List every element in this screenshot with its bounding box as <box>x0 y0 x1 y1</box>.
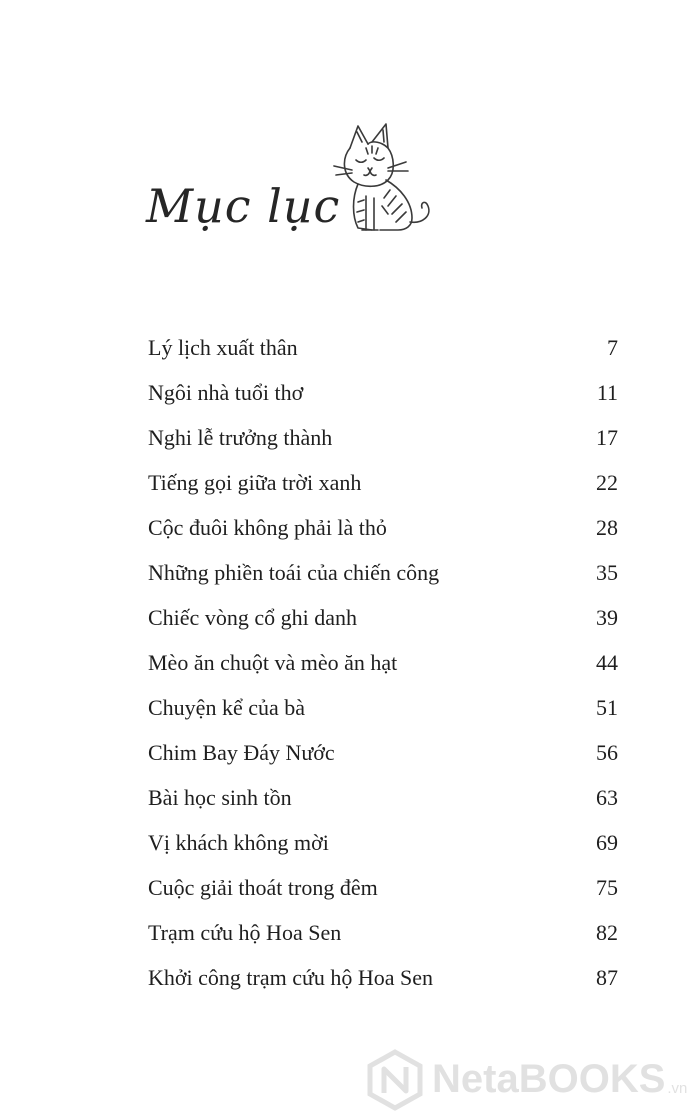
toc-entry <box>148 690 618 735</box>
page-title: Mục lục <box>146 179 341 233</box>
toc-entry-title: Vị khách không mời <box>148 830 329 855</box>
toc-entry-title: Trạm cứu hộ Hoa Sen <box>148 920 342 945</box>
watermark <box>364 1040 700 1119</box>
toc-entry-page-number: 75 <box>596 875 618 900</box>
toc-entry <box>148 375 618 420</box>
toc-entry <box>148 780 618 825</box>
toc-entry-page-number: 17 <box>596 425 618 450</box>
toc-entry-title: Chiếc vòng cổ ghi danh <box>148 605 357 630</box>
toc-entry-title: Lý lịch xuất thân <box>148 335 298 360</box>
toc-entry <box>148 960 618 1005</box>
toc-entry-title: Mèo ăn chuột và mèo ăn hạt <box>148 650 398 675</box>
toc-entry-page-number: 11 <box>596 380 618 405</box>
toc-entry-title: Chim Bay Đáy Nước <box>148 740 335 765</box>
toc-entry <box>148 735 618 780</box>
toc-entry <box>148 465 618 510</box>
toc-entry-title: Khởi công trạm cứu hộ Hoa Sen <box>148 965 434 990</box>
toc-entry-page-number: 69 <box>596 830 618 855</box>
toc-entry-page-number: 7 <box>607 335 618 360</box>
toc-entry-title: Chuyện kể của bà <box>148 695 305 720</box>
toc-entry <box>148 870 618 915</box>
toc-entry-page-number: 56 <box>596 740 618 765</box>
toc-entry-title: Cuộc giải thoát trong đêm <box>148 875 378 900</box>
toc-entry-page-number: 39 <box>596 605 618 630</box>
toc-entry-title: Ngôi nhà tuổi thơ <box>148 380 304 405</box>
toc-entry <box>148 825 618 870</box>
toc-entry-page-number: 82 <box>596 920 618 945</box>
watermark-brand: NetaBOOKS <box>432 1057 666 1101</box>
toc-entry-title: Cộc đuôi không phải là thỏ <box>148 515 387 540</box>
toc-entry <box>148 420 618 465</box>
toc-entry <box>148 330 618 375</box>
toc-entry-title: Những phiền toái của chiến công <box>148 560 440 585</box>
table-of-contents <box>148 330 618 1005</box>
toc-entry <box>148 600 618 645</box>
toc-entry <box>148 645 618 690</box>
netabooks-logo-icon <box>364 1049 426 1111</box>
toc-entry-title: Tiếng gọi giữa trời xanh <box>148 470 362 495</box>
toc-entry-page-number: 28 <box>596 515 618 540</box>
toc-entry-page-number: 22 <box>596 470 618 495</box>
toc-entry-title: Bài học sinh tồn <box>148 785 292 810</box>
toc-entry-page-number: 51 <box>596 695 618 720</box>
toc-entry-page-number: 44 <box>596 650 618 675</box>
cat-illustration-icon <box>328 118 438 240</box>
watermark-suffix: .vn <box>667 1080 688 1097</box>
toc-entry-title: Nghi lễ trưởng thành <box>148 425 333 450</box>
toc-entry <box>148 555 618 600</box>
toc-entry <box>148 510 618 555</box>
toc-entry-page-number: 35 <box>596 560 618 585</box>
toc-entry-page-number: 63 <box>596 785 618 810</box>
toc-entry-page-number: 87 <box>596 965 618 990</box>
toc-entry <box>148 915 618 960</box>
